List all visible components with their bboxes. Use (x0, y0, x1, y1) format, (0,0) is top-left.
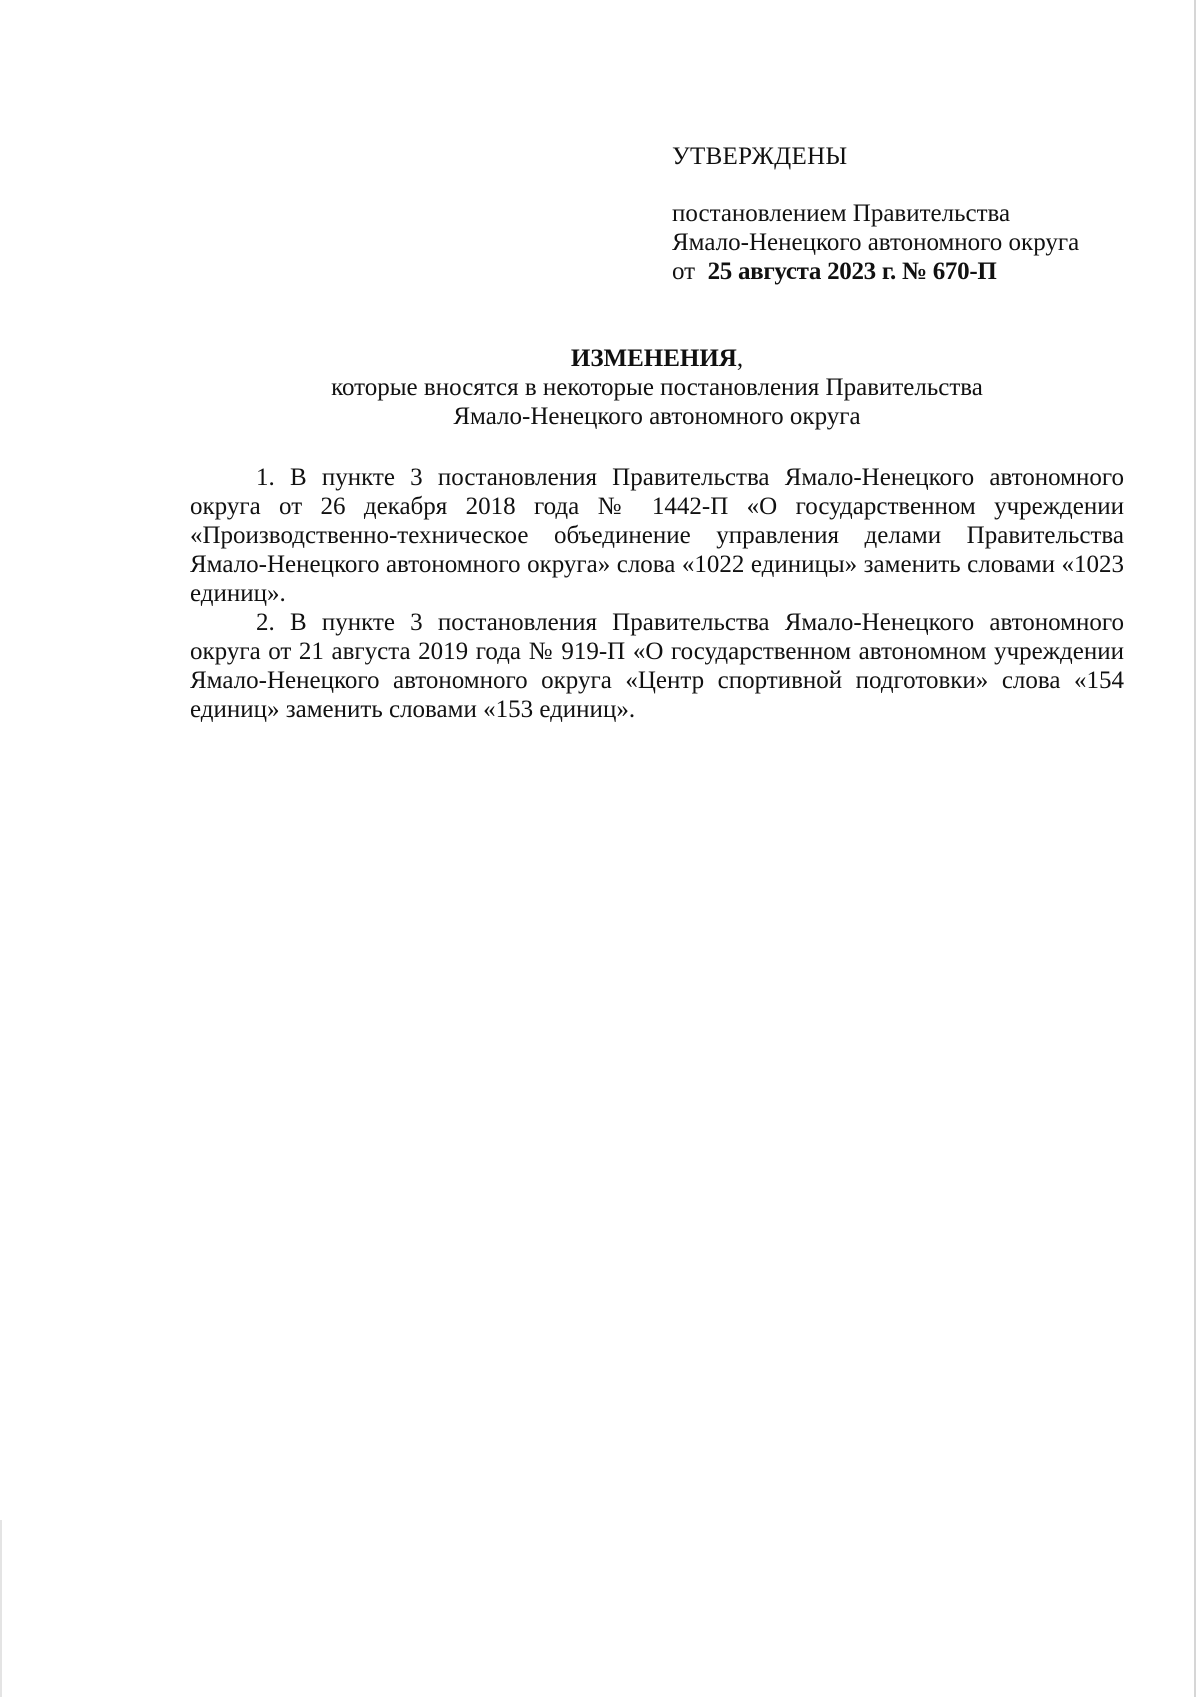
heading-title-line (190, 344, 1124, 373)
approval-date-prefix: от (672, 258, 696, 285)
heading-title-suffix: , (736, 345, 744, 372)
approval-block (672, 142, 1132, 286)
page-edge-right (1194, 0, 1196, 1697)
approval-line-1: постановлением Правительства (672, 200, 1011, 227)
heading-subtitle-line-1: которые вносятся в некоторые постановления Правительства (331, 374, 983, 401)
approval-date-line (672, 257, 1132, 286)
paragraph-1: 1. В пункте 3 постановления Правительства Ямало-Ненецкого автономного округа от 26 декабря 2018 года № 1442-П «О государственном учреждении «Производственно-техническое объединение управления делами Правительства Ямало-Ненецкого автономного округа» слова «1022 единицы» заменить словами «1023 единиц». (190, 464, 1124, 607)
heading-subtitle-line-2: Ямало-Ненецкого автономного округа (453, 403, 861, 430)
approval-date-number: 25 августа 2023 г. № 670-П (707, 258, 997, 285)
document-body (190, 463, 1124, 724)
paragraph-2: 2. В пункте 3 постановления Правительства Ямало-Ненецкого автономного округа от 21 августа 2019 года № 919-П «О государственном автономном учреждении Ямало-Ненецкого автономного округа «Центр спортивной подготовки» слова «154 единиц» заменить словами «153 единиц». (190, 609, 1124, 723)
heading-title: ИЗМЕНЕНИЯ (570, 345, 737, 372)
approval-line-2: Ямало-Ненецкого автономного округа (672, 229, 1080, 256)
document-heading (190, 344, 1124, 431)
page-edge-left (0, 1520, 2, 1697)
approval-stamp: УТВЕРЖДЕНЫ (672, 143, 848, 170)
